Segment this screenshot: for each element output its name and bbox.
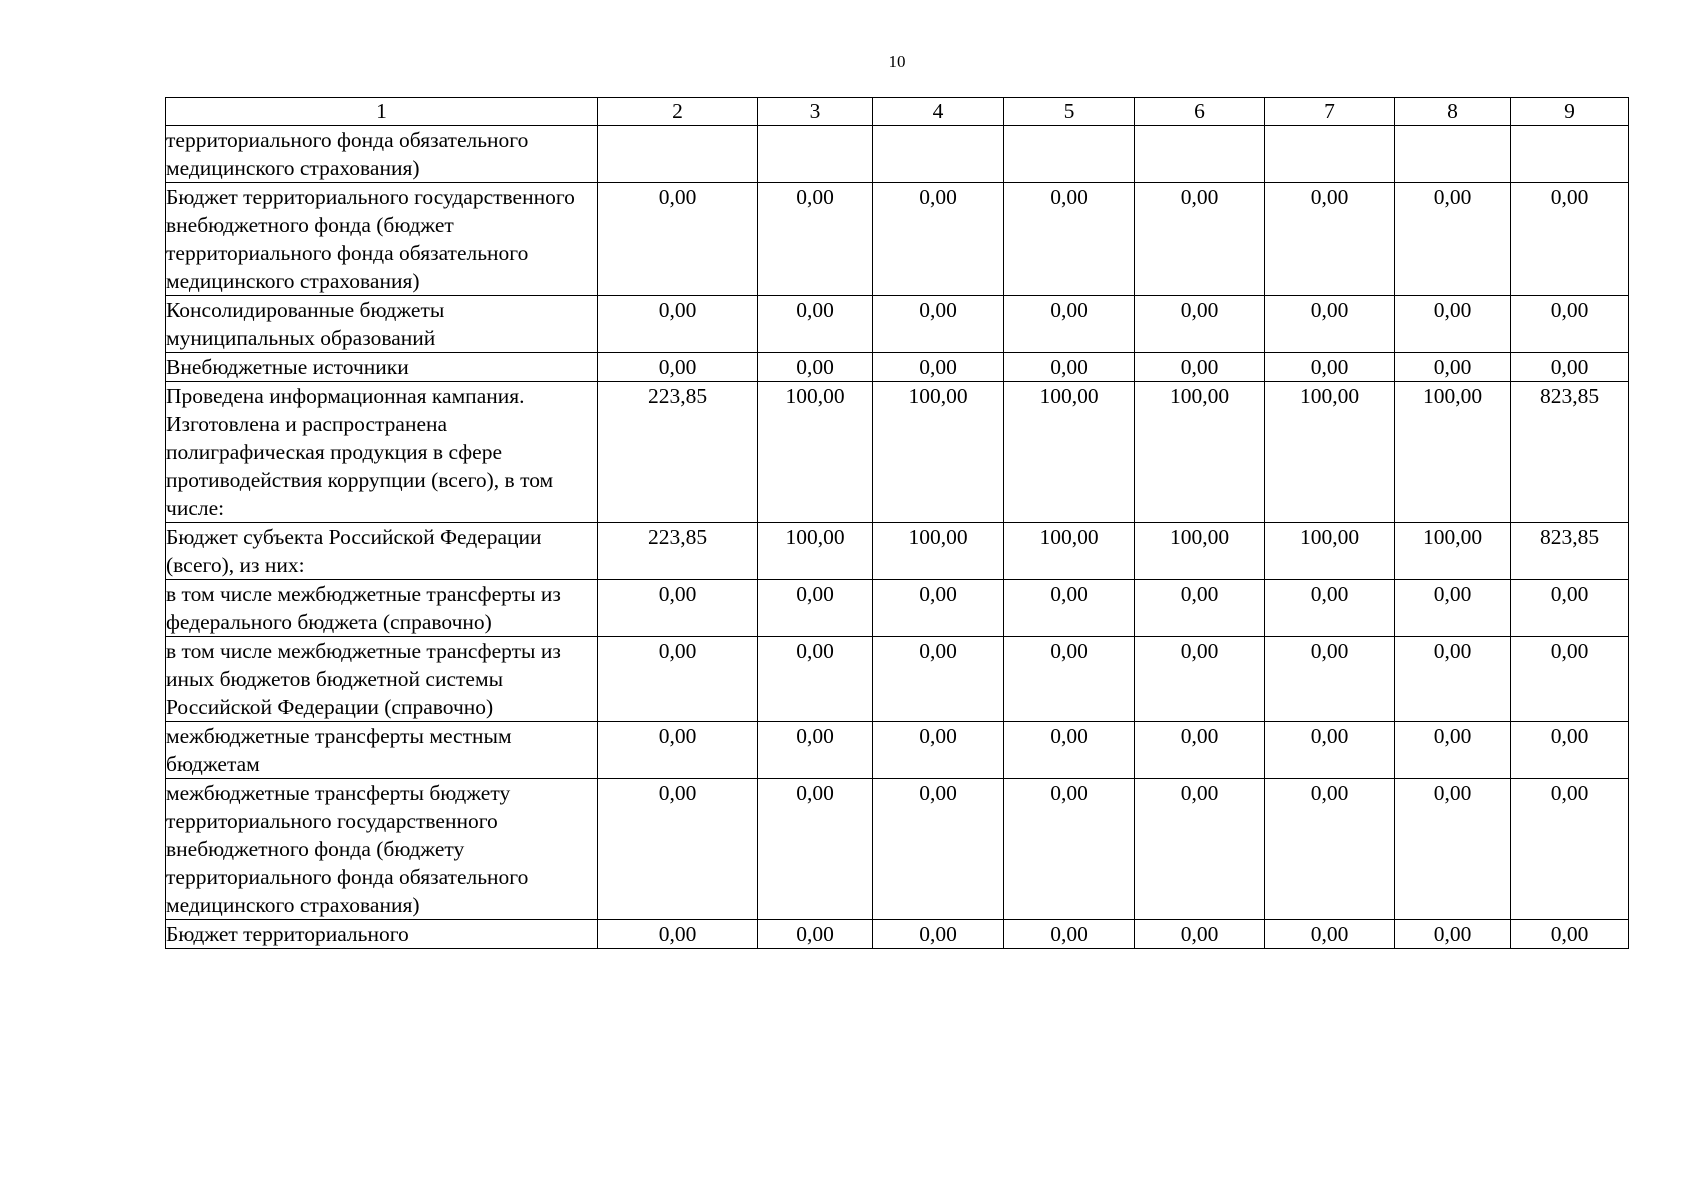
value-cell: 100,00: [1004, 523, 1135, 580]
value-cell: 0,00: [1395, 920, 1511, 949]
value-cell: 0,00: [1511, 296, 1629, 353]
value-cell: 0,00: [758, 580, 873, 637]
column-header: 7: [1265, 98, 1395, 126]
value-cell: 0,00: [1511, 722, 1629, 779]
value-cell: 223,85: [598, 382, 758, 523]
header-row: [166, 98, 1629, 126]
value-cell: [1135, 126, 1265, 183]
value-cell: 0,00: [1395, 183, 1511, 296]
value-cell: 0,00: [1135, 920, 1265, 949]
value-cell: 0,00: [598, 779, 758, 920]
value-cell: 0,00: [598, 920, 758, 949]
column-header: 3: [758, 98, 873, 126]
row-label: в том числе межбюджетные трансферты из федерального бюджета (справочно): [166, 580, 598, 637]
value-cell: [598, 126, 758, 183]
value-cell: 0,00: [1395, 296, 1511, 353]
value-cell: 100,00: [1135, 523, 1265, 580]
row-label: территориального фонда обязательного медицинского страхования): [166, 126, 598, 183]
value-cell: 0,00: [598, 637, 758, 722]
value-cell: 0,00: [1135, 183, 1265, 296]
value-cell: 0,00: [1511, 353, 1629, 382]
value-cell: 0,00: [1135, 580, 1265, 637]
value-cell: 100,00: [1135, 382, 1265, 523]
row-label: Проведена информационная кампания. Изготовлена и распространена полиграфическая продукция в сфере противодействия коррупции (всего), в том числе:: [166, 382, 598, 523]
value-cell: 0,00: [1265, 920, 1395, 949]
value-cell: 0,00: [1511, 920, 1629, 949]
value-cell: 0,00: [1004, 920, 1135, 949]
value-cell: 0,00: [1004, 779, 1135, 920]
value-cell: 100,00: [1395, 523, 1511, 580]
column-header: 2: [598, 98, 758, 126]
row-label: в том числе межбюджетные трансферты из иных бюджетов бюджетной системы Российской Федерации (справочно): [166, 637, 598, 722]
value-cell: 0,00: [598, 353, 758, 382]
value-cell: 0,00: [1135, 637, 1265, 722]
table-row: [166, 353, 1629, 382]
value-cell: 0,00: [873, 353, 1004, 382]
value-cell: 0,00: [1511, 637, 1629, 722]
table-row: [166, 296, 1629, 353]
value-cell: 0,00: [873, 722, 1004, 779]
row-label: Консолидированные бюджеты муниципальных образований: [166, 296, 598, 353]
value-cell: 100,00: [758, 523, 873, 580]
value-cell: 0,00: [758, 779, 873, 920]
budget-table: [165, 97, 1629, 949]
table-row: [166, 637, 1629, 722]
value-cell: 223,85: [598, 523, 758, 580]
value-cell: 0,00: [758, 296, 873, 353]
value-cell: 823,85: [1511, 382, 1629, 523]
value-cell: 0,00: [758, 920, 873, 949]
value-cell: 0,00: [873, 779, 1004, 920]
value-cell: 0,00: [1265, 722, 1395, 779]
value-cell: 100,00: [873, 382, 1004, 523]
value-cell: 0,00: [1004, 353, 1135, 382]
value-cell: 823,85: [1511, 523, 1629, 580]
value-cell: 0,00: [598, 296, 758, 353]
value-cell: 0,00: [1004, 580, 1135, 637]
value-cell: 0,00: [873, 580, 1004, 637]
table-row: [166, 183, 1629, 296]
value-cell: 0,00: [1511, 580, 1629, 637]
value-cell: 0,00: [598, 183, 758, 296]
table-row: [166, 722, 1629, 779]
value-cell: [1395, 126, 1511, 183]
value-cell: 100,00: [873, 523, 1004, 580]
value-cell: 0,00: [1004, 722, 1135, 779]
value-cell: [1004, 126, 1135, 183]
table-row: [166, 382, 1629, 523]
column-header: 4: [873, 98, 1004, 126]
value-cell: 0,00: [1265, 580, 1395, 637]
column-header: 6: [1135, 98, 1265, 126]
column-header: 1: [166, 98, 598, 126]
row-label: межбюджетные трансферты местным бюджетам: [166, 722, 598, 779]
page-number: 10: [888, 52, 906, 71]
column-header: 5: [1004, 98, 1135, 126]
value-cell: 0,00: [1395, 779, 1511, 920]
value-cell: 0,00: [873, 637, 1004, 722]
value-cell: [1511, 126, 1629, 183]
row-label: Бюджет территориального государственного внебюджетного фонда (бюджет территориального фонда обязательного медицинского страхования): [166, 183, 598, 296]
value-cell: 0,00: [1135, 722, 1265, 779]
value-cell: 0,00: [1135, 353, 1265, 382]
value-cell: [1265, 126, 1395, 183]
value-cell: 0,00: [598, 722, 758, 779]
value-cell: 0,00: [1511, 779, 1629, 920]
table-row: [166, 523, 1629, 580]
value-cell: 0,00: [873, 296, 1004, 353]
value-cell: [758, 126, 873, 183]
value-cell: 0,00: [1135, 296, 1265, 353]
column-header: 8: [1395, 98, 1511, 126]
table-row: [166, 779, 1629, 920]
row-label: межбюджетные трансферты бюджету территориального государственного внебюджетного фонда (бюджету территориального фонда обязательного медицинского страхования): [166, 779, 598, 920]
value-cell: 0,00: [1395, 722, 1511, 779]
row-label: Внебюджетные источники: [166, 353, 598, 382]
row-label: Бюджет субъекта Российской Федерации (всего), из них:: [166, 523, 598, 580]
table-row: [166, 126, 1629, 183]
value-cell: 0,00: [1004, 296, 1135, 353]
value-cell: 0,00: [1511, 183, 1629, 296]
table-row: [166, 920, 1629, 949]
value-cell: 0,00: [873, 183, 1004, 296]
table-body: [166, 126, 1629, 949]
value-cell: 100,00: [1395, 382, 1511, 523]
value-cell: 0,00: [1004, 637, 1135, 722]
value-cell: 0,00: [1265, 353, 1395, 382]
value-cell: 0,00: [1265, 637, 1395, 722]
value-cell: 100,00: [1004, 382, 1135, 523]
value-cell: 0,00: [1395, 637, 1511, 722]
value-cell: [873, 126, 1004, 183]
row-label: Бюджет территориального: [166, 920, 598, 949]
value-cell: 100,00: [758, 382, 873, 523]
column-header: 9: [1511, 98, 1629, 126]
value-cell: 0,00: [1265, 183, 1395, 296]
value-cell: 0,00: [1004, 183, 1135, 296]
value-cell: 100,00: [1265, 382, 1395, 523]
value-cell: 0,00: [873, 920, 1004, 949]
value-cell: 0,00: [758, 183, 873, 296]
value-cell: 0,00: [598, 580, 758, 637]
value-cell: 0,00: [758, 637, 873, 722]
value-cell: 0,00: [758, 353, 873, 382]
table-row: [166, 580, 1629, 637]
value-cell: 100,00: [1265, 523, 1395, 580]
value-cell: 0,00: [1135, 779, 1265, 920]
value-cell: 0,00: [1395, 353, 1511, 382]
value-cell: 0,00: [1265, 296, 1395, 353]
value-cell: 0,00: [1265, 779, 1395, 920]
value-cell: 0,00: [1395, 580, 1511, 637]
value-cell: 0,00: [758, 722, 873, 779]
